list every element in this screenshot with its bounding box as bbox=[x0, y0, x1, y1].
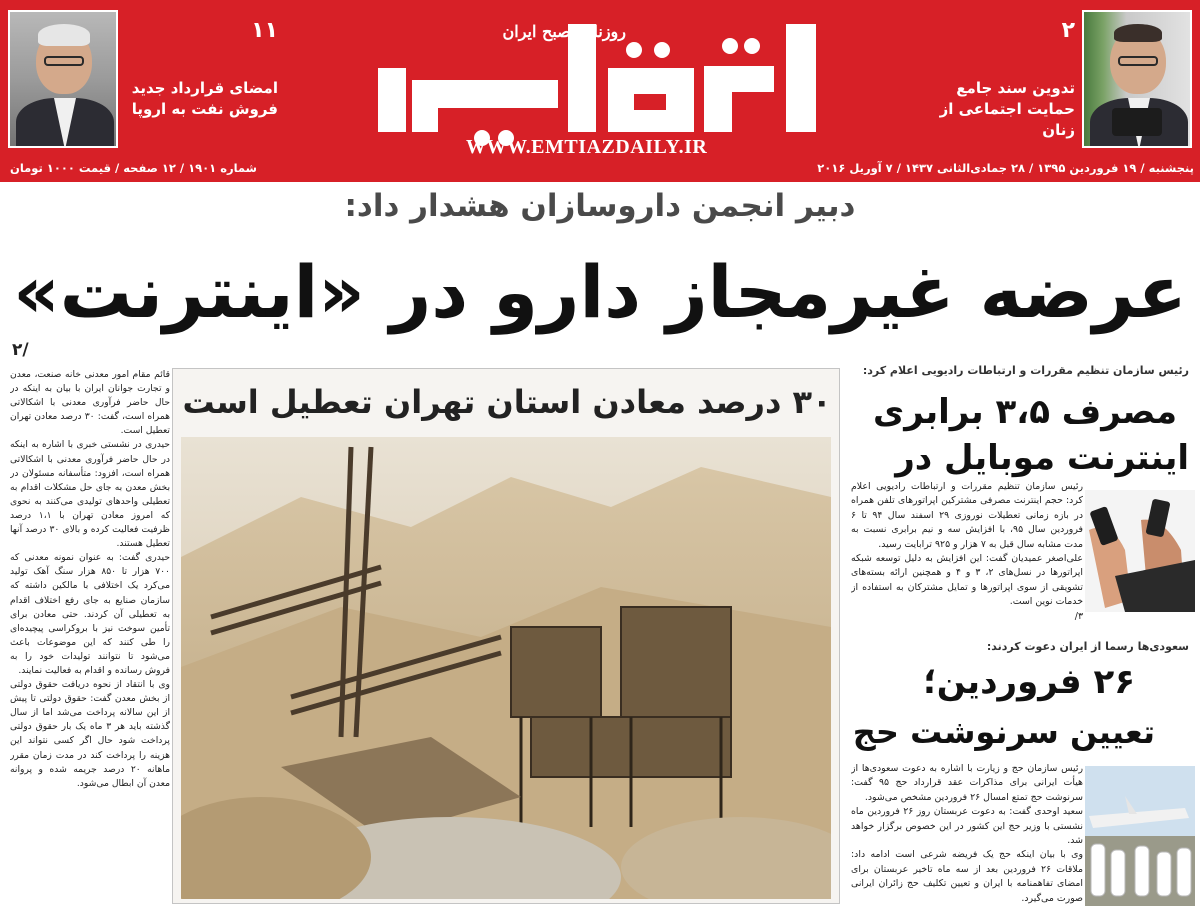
internet-page-ref: ۳/ bbox=[1074, 610, 1083, 622]
internet-paragraph: علی‌اصغر عمیدیان گفت: این افزایش به دلیل توسعه شبکه اپراتورها در نسل‌های ۲، ۳ و ۴ و همچنین ارائه بسته‌های تشویقی از سوی اپراتورها و تمایل مشترکان به استفاده از خدمات نوین است. bbox=[851, 553, 1083, 608]
hajj-pilgrims-photo[interactable] bbox=[1085, 766, 1195, 906]
hajj-paragraph: سعید اوحدی گفت: به دعوت عربستان روز ۲۶ فروردین ماه نشستی با وزیر حج این کشور در این خصوص برگزار خواهد شد. bbox=[851, 806, 1083, 847]
hajj-paragraph: وی با بیان اینکه حج یک فریضه شرعی است ادامه داد: ملاقات ۲۶ فروردین بعد از سه ماه تاخیر عربستان برای امضای تفاهمنامه با ایران و تعیین تکلیف حج زائران ایرانی صورت می‌گیرد. bbox=[851, 849, 1083, 904]
left-teaser[interactable] bbox=[128, 18, 278, 120]
website-url[interactable]: WWW.EMTIAZDAILY.IR bbox=[466, 136, 708, 158]
mine-photo-illustration bbox=[181, 437, 831, 899]
right-column bbox=[845, 362, 1195, 910]
internet-kicker: رئیس سازمان تنظیم مقررات و ارتباطات رادیویی اعلام کرد: bbox=[862, 364, 1189, 377]
internet-headline-line1[interactable]: مصرف ۳،۵ برابری bbox=[873, 392, 1177, 432]
masthead bbox=[0, 0, 1200, 182]
mining-article bbox=[172, 368, 840, 904]
lead-headline[interactable]: عرضه غیرمجاز دارو در «اینترنت» bbox=[13, 250, 1187, 334]
hajj-paragraph: رئیس سازمان حج و زیارت با اشاره به دعوت سعودی‌ها از هیأت ایرانی برای مذاکرات عقد قرارداد حج ۹۵ گفت: سرنوشت حج تمتع امسال ۲۶ فروردین مشخص می‌شود. bbox=[851, 763, 1083, 803]
right-teaser-line2: حمایت اجتماعی از زنان bbox=[939, 100, 1075, 139]
left-teaser-line2: فروش نفت به اروپا bbox=[131, 100, 278, 118]
left-teaser-line1: امضای قرارداد جدید bbox=[131, 79, 278, 97]
mining-paragraph: حیدری گفت: به عنوان نمونه معدنی که ۷۰۰ هزار تا ۸۵۰ هزار سنگ آهک تولید می‌کرد یک اختلافی با مالکین داشته که سازمان صنایع به جای رفع اختلاف اقدام به تعطیلی آن کردند. حتی معادن برای تأمین سوخت نیز با بروکراسی پیچیده‌ای را طی کنند که این موضوعات باعث می‌شود تا نتوانند تولیدات خود را به فروش رسانده و اقدام به فعالیت نمایند. bbox=[10, 552, 170, 676]
right-teaser-page: ۲ bbox=[1061, 18, 1075, 43]
mining-paragraph: وی با انتقاد از نحوه دریافت حقوق دولتی از بخش معدن گفت: حقوق دولتی تا پیش از این سالانه پرداخت می‌شد اما از سال گذشته باید هر ۳ ماه یک بار حقوق دولتی پرداخت شود حال اگر کسی نتواند این هزینه را پرداخت کند در مدت زمان مقرر ماهانه ۲۰ درصد جریمه شده و پروانه معدن آن ابطال می‌شود. bbox=[10, 679, 170, 789]
hajj-headline-line1[interactable]: ۲۶ فروردین؛ bbox=[923, 662, 1135, 702]
right-teaser-line1: تدوین سند جامع bbox=[956, 79, 1075, 97]
hajj-headline-line2[interactable]: تعیین سرنوشت حج bbox=[852, 713, 1155, 751]
internet-headline-line2[interactable]: اینترنت موبایل در bbox=[895, 438, 1189, 478]
hajj-article-body bbox=[851, 762, 1083, 908]
tagline: روزنامه صبح ایران bbox=[502, 22, 626, 41]
mining-title[interactable]: ۳۰ درصد معادن استان تهران تعطیل است bbox=[182, 383, 832, 421]
hajj-pilgrims-illustration bbox=[1085, 766, 1195, 906]
phone-hands-photo[interactable] bbox=[1085, 490, 1195, 612]
right-teaser[interactable] bbox=[905, 18, 1075, 141]
mine-photo[interactable] bbox=[181, 437, 831, 899]
right-teaser-portrait[interactable] bbox=[1082, 10, 1192, 148]
date-info: پنجشنبه / ۱۹ فروردین ۱۳۹۵ / ۲۸ جمادی‌الثانی ۱۴۳۷ / ۷ آوریل ۲۰۱۶ bbox=[817, 161, 1194, 175]
mining-article-body bbox=[10, 368, 170, 908]
phone-hands-illustration bbox=[1085, 490, 1195, 612]
lead-kicker: دبیر انجمن داروسازان هشدار داد: bbox=[344, 188, 856, 224]
left-teaser-portrait[interactable] bbox=[8, 10, 118, 148]
hajj-kicker: سعودی‌ها رسما از ایران دعوت کردند: bbox=[986, 640, 1189, 653]
lead-page-ref: ۲/ bbox=[12, 340, 29, 360]
info-bar bbox=[0, 158, 1200, 182]
left-teaser-page: ۱۱ bbox=[251, 18, 278, 43]
mining-paragraph: حیدری در نشستی خبری با اشاره به اینکه در حال حاضر فرآوری معدنی با اشکالاتی همراه است، افزود: متأسفانه مسئولان در بخش معدن به جای حل مشکلات اقدام به تعطیلی واحدهای تولیدی می‌کنند به نحوی که امروز معادن تهران با ۱،۱ درصد ظرفیت فعالیت کرده و بالای ۳۰ درصد آنها تعطیل هستند. bbox=[10, 439, 170, 550]
mining-paragraph: قائم مقام امور معدنی خانه صنعت، معدن و تجارت جوانان ایران با بیان به اینکه در حال حاضر فرآوری معدنی با اشکالاتی همراه است، گفت: ۳۰ درصد معادن تهران تعطیل است. bbox=[10, 369, 170, 437]
issue-info: شماره ۱۹۰۱ / ۱۲ صفحه / قیمت ۱۰۰۰ تومان bbox=[10, 161, 257, 175]
internet-paragraph: رئیس سازمان تنظیم مقررات و ارتباطات رادیویی اعلام کرد: حجم اینترنت مصرفی مشترکین اپراتورهای تلفن همراه در بازه زمانی تعطیلات نوروزی ۲۹ اسفند سال ۹۴ تا ۶ فروردین سال ۹۵، با افزایش سه و نیم برابری نسبت به مدت مشابه سال قبل به ۷ هزار و ۹۲۵ ترابایت رسید. bbox=[851, 481, 1083, 550]
